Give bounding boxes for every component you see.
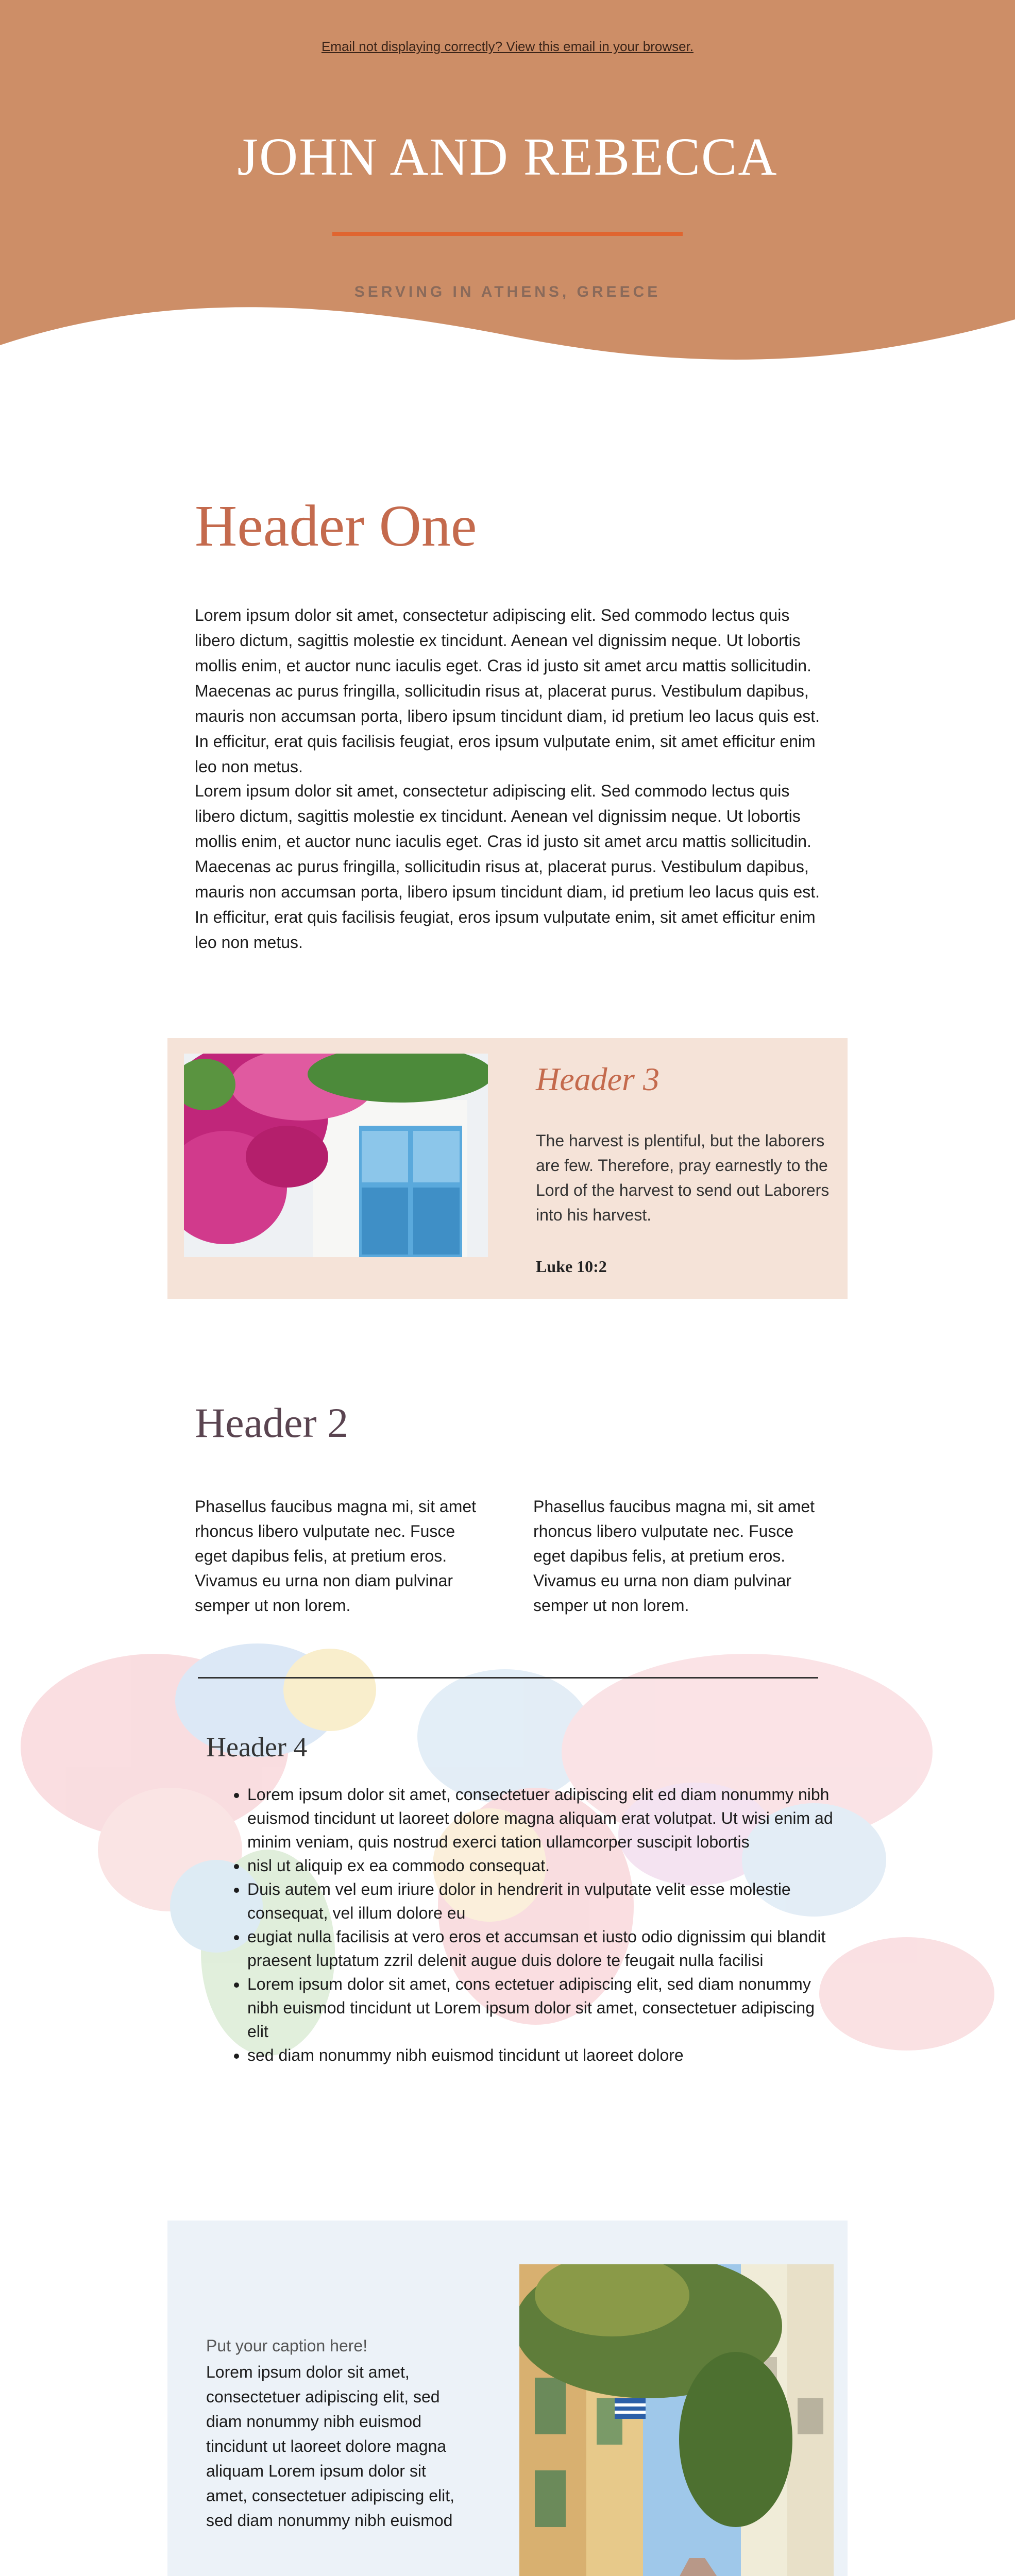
- scripture-reference: Luke 10:2: [536, 1257, 607, 1276]
- column-left-text: Phasellus faucibus magna mi, sit amet rhoncus libero vulputate nec. Fusce eget dapibus felis, at pretium eros. Vivamus eu urna non diam pulvinar semper ut non lorem.: [195, 1497, 477, 1615]
- site-title: JOHN AND REBECCA: [237, 127, 778, 187]
- header-three: Header 3: [536, 1061, 659, 1097]
- athens-street-photo: [519, 2264, 834, 2576]
- bullet-list: [216, 1783, 840, 2067]
- caption-title: Put your caption here!: [206, 2336, 368, 2355]
- intro-paragraph-2: Lorem ipsum dolor sit amet, consectetur adipiscing elit. Sed commodo lectus quis libero dictum, sagittis molestie ex tincidunt. Aenean vel dignissim neque. Ut lobortis mollis enim, et auctor nunc iaculis eget. Cras id justo sit amet arcu mattis sollicitudin. Maecenas ac purus fringilla, sollicitudin risus at, placerat purus. Vestibulum dapibus, mauris non accumsan porta, libero ipsum tincidunt diam, id pretium leo lacus quis est. In efficitur, erat quis facilisis feugiat, eros ipsum vulputate enim, sit amet efficitur enim leo non metus.: [195, 782, 820, 952]
- header-wave: [0, 289, 1015, 422]
- section-divider: [198, 1677, 818, 1679]
- bougainvillea-photo: [184, 1054, 488, 1257]
- list-item: • sed diam nonummy nibh euismod tincidunt ut laoreet dolore: [247, 2043, 840, 2067]
- header-band: [0, 0, 1015, 422]
- header-two: Header 2: [195, 1399, 349, 1446]
- intro-paragraph-1: Lorem ipsum dolor sit amet, consectetur adipiscing elit. Sed commodo lectus quis libero dictum, sagittis molestie ex tincidunt. Aenean vel dignissim neque. Ut lobortis mollis enim, et auctor nunc iaculis eget. Cras id justo sit amet arcu mattis sollicitudin. Maecenas ac purus fringilla, sollicitudin risus at, placerat purus. Vestibulum dapibus, mauris non accumsan porta, libero ipsum tincidunt diam, id pretium leo lacus quis est. In efficitur, erat quis facilisis feugiat, eros ipsum vulputate enim, sit amet efficitur enim leo non metus.: [195, 606, 820, 776]
- header-four: Header 4: [206, 1732, 308, 1762]
- list-item: • Duis autem vel eum iriure dolor in hendrerit in vulputate velit esse molestie consequat, vel illum dolore eu: [247, 1877, 840, 1925]
- list-item: • Lorem ipsum dolor sit amet, consectetuer adipiscing elit ed diam nonummy nibh euismod tincidunt ut laoreet dolore magna aliquam erat volutpat. Ut wisi enim ad minim veniam, quis nostrud exerci tation ullamcorper suscipit lobortis: [247, 1783, 840, 1854]
- location-subtitle: SERVING IN ATHENS, GREECE: [354, 283, 661, 300]
- scripture-text: The harvest is plentiful, but the laborers are few. Therefore, pray earnestly to the Lord of the harvest to send out Laborers into his harvest.: [536, 1131, 830, 1224]
- view-in-browser-link[interactable]: Email not displaying correctly? View this email in your browser.: [321, 39, 694, 54]
- column-right-text: Phasellus faucibus magna mi, sit amet rhoncus libero vulputate nec. Fusce eget dapibus felis, at pretium eros. Vivamus eu urna non diam pulvinar semper ut non lorem.: [533, 1497, 815, 1615]
- list-item: • eugiat nulla facilisis at vero eros et accumsan et iusto odio dignissim qui blandit praesent luptatum zzril delenit augue duis dolore te feugait nulla facilisi: [247, 1925, 840, 1972]
- header-one: Header One: [195, 493, 477, 558]
- list-item: • Lorem ipsum dolor sit amet, cons ectetuer adipiscing elit, sed diam nonummy nibh euismod tincidunt ut Lorem ipsum dolor sit amet, consectetuer adipiscing elit: [247, 1972, 840, 2043]
- title-divider: [332, 232, 683, 236]
- list-item: • nisl ut aliquip ex ea commodo consequat.: [247, 1854, 840, 1877]
- caption-text: Lorem ipsum dolor sit amet, consectetuer adipiscing elit, sed diam nonummy nibh euismod tincidunt ut laoreet dolore magna aliquam Lorem ipsum dolor sit amet, consectetuer adipiscing elit, sed diam nonummy nibh euismod: [206, 2363, 455, 2530]
